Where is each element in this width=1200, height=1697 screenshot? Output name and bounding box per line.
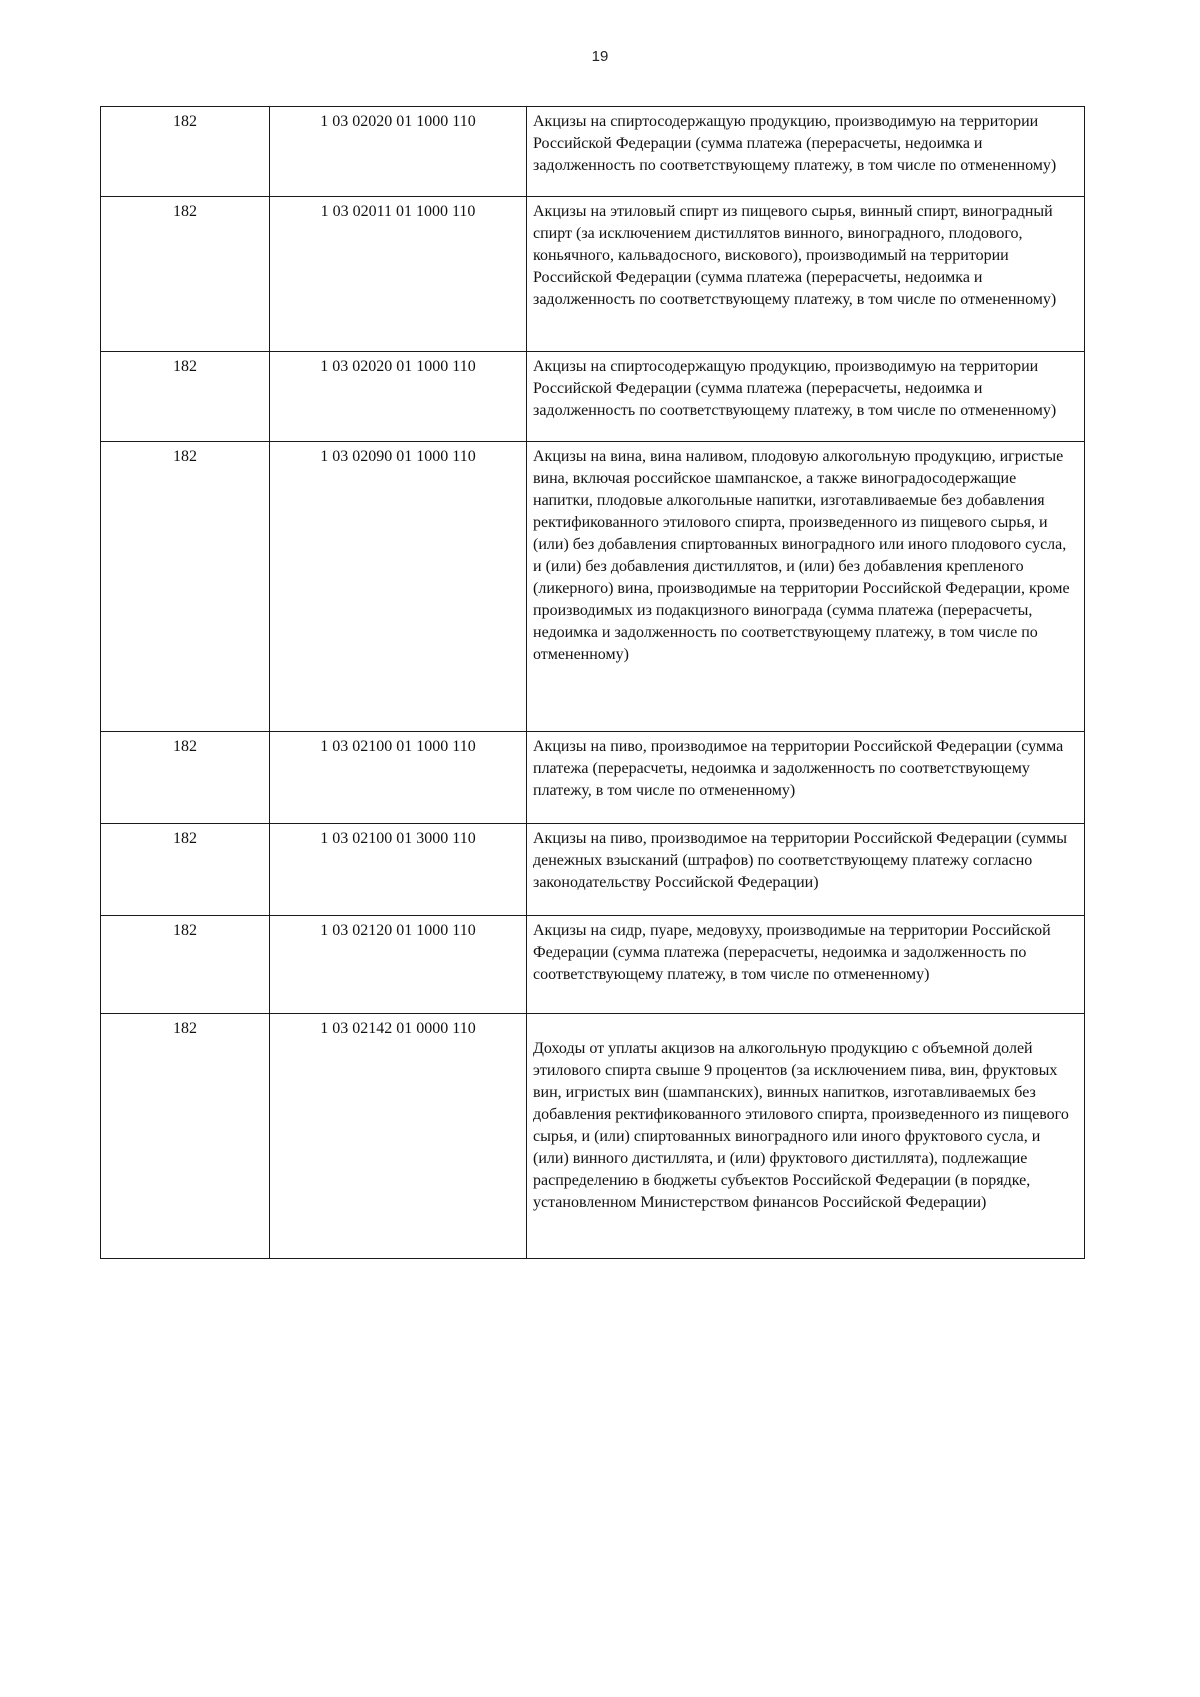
- budget-code-cell: 1 03 02100 01 1000 110: [270, 732, 527, 824]
- table-row: [101, 107, 1085, 197]
- description-cell: Доходы от уплаты акцизов на алкогольную продукцию с объемной долей этилового спирта свыше 9 процентов (за исключением пива, вин, фруктовых вин, игристых вин (шампанских), винных напитков, изготавливаемых без добавления ректификованного этилового спирта, произведенного из пищевого сырья, и (или) спиртованных виноградного или иного фруктового сусла, и (или) винного дистиллята, и (или) фруктового дистиллята), подлежащие распределению в бюджеты субъектов Российской Федерации (в порядке, установленном Министерством финансов Российской Федерации): [527, 1014, 1085, 1259]
- table-row: [101, 824, 1085, 916]
- description-cell: Акцизы на сидр, пуаре, медовуху, производимые на территории Российской Федерации (сумма платежа (перерасчеты, недоимка и задолженность по соответствующему платежу, в том числе по отмененному): [527, 916, 1085, 1014]
- budget-code-cell: 1 03 02020 01 1000 110: [270, 352, 527, 442]
- table-row: [101, 732, 1085, 824]
- table-row: [101, 916, 1085, 1014]
- table-row: [101, 352, 1085, 442]
- admin-code-cell: 182: [101, 107, 270, 197]
- description-cell: Акцизы на этиловый спирт из пищевого сырья, винный спирт, виноградный спирт (за исключением дистиллятов винного, виноградного, плодового, коньячного, кальвадосного, вискового), производимый на территории Российской Федерации (сумма платежа (перерасчеты, недоимка и задолженность по соответствующему платежу, в том числе по отмененному): [527, 197, 1085, 352]
- description-cell: Акцизы на пиво, производимое на территории Российской Федерации (сумма платежа (перерасчеты, недоимка и задолженность по соответствующему платежу, в том числе по отмененному): [527, 732, 1085, 824]
- admin-code-cell: 182: [101, 352, 270, 442]
- budget-code-cell: 1 03 02090 01 1000 110: [270, 442, 527, 732]
- admin-code-cell: 182: [101, 1014, 270, 1259]
- admin-code-cell: 182: [101, 824, 270, 916]
- description-cell: Акцизы на спиртосодержащую продукцию, производимую на территории Российской Федерации (сумма платежа (перерасчеты, недоимка и задолженность по соответствующему платежу, в том числе по отмененному): [527, 352, 1085, 442]
- budget-codes-table: [100, 106, 1085, 1259]
- budget-code-cell: 1 03 02142 01 0000 110: [270, 1014, 527, 1259]
- description-cell: Акцизы на вина, вина наливом, плодовую алкогольную продукцию, игристые вина, включая российское шампанское, а также виноградосодержащие напитки, плодовые алкогольные напитки, изготавливаемые без добавления ректификованного этилового спирта, произведенного из пищевого сырья, и (или) без добавления спиртованных виноградного или иного плодового сусла, и (или) без добавления дистиллятов, и (или) без добавления крепленого (ликерного) вина, производимые на территории Российской Федерации, кроме производимых из подакцизного винограда (сумма платежа (перерасчеты, недоимка и задолженность по соответствующему платежу, в том числе по отмененному): [527, 442, 1085, 732]
- page-number: 19: [591, 48, 609, 65]
- table-row: [101, 197, 1085, 352]
- admin-code-cell: 182: [101, 916, 270, 1014]
- description-cell: Акцизы на спиртосодержащую продукцию, производимую на территории Российской Федерации (сумма платежа (перерасчеты, недоимка и задолженность по соответствующему платежу, в том числе по отмененному): [527, 107, 1085, 197]
- admin-code-cell: 182: [101, 732, 270, 824]
- budget-code-cell: 1 03 02020 01 1000 110: [270, 107, 527, 197]
- admin-code-cell: 182: [101, 442, 270, 732]
- budget-code-cell: 1 03 02100 01 3000 110: [270, 824, 527, 916]
- budget-code-cell: 1 03 02011 01 1000 110: [270, 197, 527, 352]
- admin-code-cell: 182: [101, 197, 270, 352]
- table-row: [101, 1014, 1085, 1259]
- table-row: [101, 442, 1085, 732]
- description-cell: Акцизы на пиво, производимое на территории Российской Федерации (суммы денежных взысканий (штрафов) по соответствующему платежу согласно законодательству Российской Федерации): [527, 824, 1085, 916]
- budget-code-cell: 1 03 02120 01 1000 110: [270, 916, 527, 1014]
